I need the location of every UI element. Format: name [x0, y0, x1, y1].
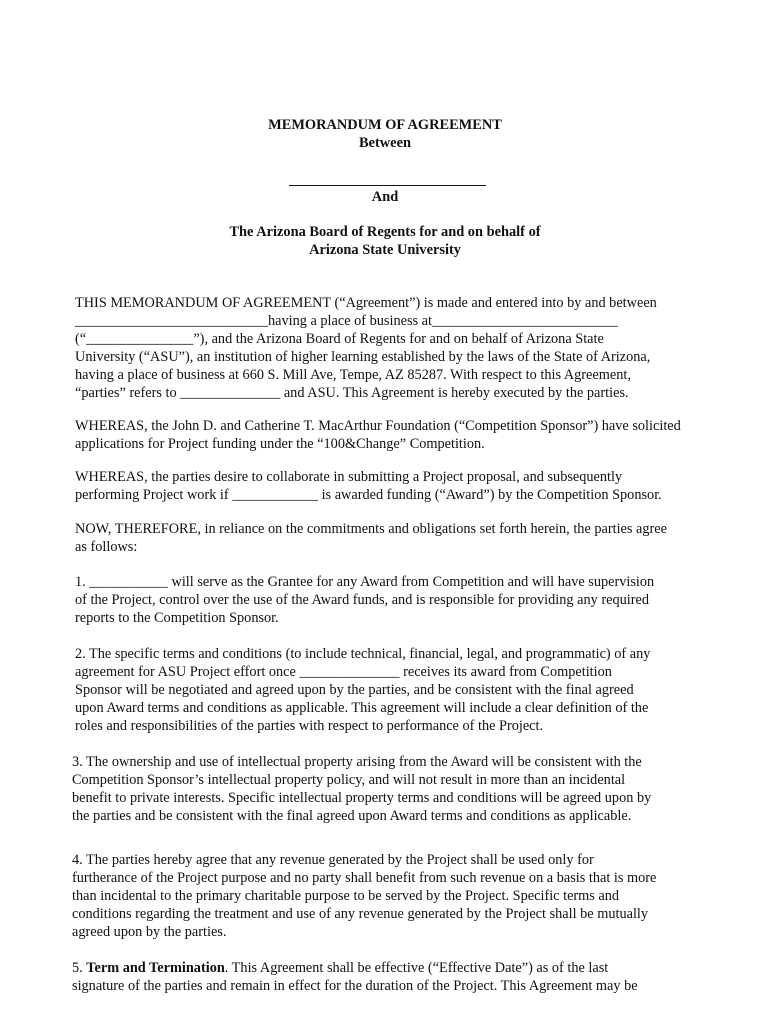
clause-3-line: the parties and be consistent with the final agreed upon Award terms and conditions as applicable.	[72, 808, 632, 825]
intro-line: University (“ASU”), an institution of higher learning established by the laws of the State of Arizona,	[75, 349, 651, 366]
intro-paragraph	[75, 294, 657, 403]
clause-2-line: 2. The specific terms and conditions (to include technical, financial, legal, and programmatic) of any	[75, 646, 651, 662]
intro-line: (“_______________”), and the Arizona Board of Regents for and on behalf of Arizona State	[75, 331, 604, 348]
now-therefore-line: NOW, THEREFORE, in reliance on the commitments and obligations set forth herein, the parties agree	[75, 521, 667, 537]
clause-4-line: 4. The parties hereby agree that any revenue generated by the Project shall be used only for	[72, 852, 594, 868]
whereas-sponsor-line: applications for Project funding under the “100&Change” Competition.	[75, 436, 485, 453]
document-title: MEMORANDUM OF AGREEMENT	[268, 117, 502, 133]
intro-line: having a place of business at 660 S. Mill Ave, Tempe, AZ 85287. With respect to this Agreement,	[75, 367, 631, 384]
clause-4-line: conditions regarding the treatment and use of any revenue generated by the Project shall be mutually	[72, 906, 649, 923]
whereas-collaborate-line: performing Project work if ____________ is awarded funding (“Award”) by the Competition Sponsor.	[75, 487, 662, 504]
intro-line: THIS MEMORANDUM OF AGREEMENT (“Agreement”) is made and entered into by and between	[75, 295, 657, 311]
clause-1-line: of the Project, control over the use of the Award funds, and is responsible for providing any required	[75, 592, 649, 609]
clause-2-line: roles and responsibilities of the parties with respect to performance of the Project.	[75, 718, 544, 735]
clause-3-line: 3. The ownership and use of intellectual property arising from the Award will be consistent with the	[72, 754, 642, 770]
clause-4-line: agreed upon by the parties.	[72, 924, 227, 941]
clause-2-paragraph	[75, 645, 650, 735]
clause-1-line: reports to the Competition Sponsor.	[75, 610, 279, 627]
clause-2-line: Sponsor will be negotiated and agreed upon by the parties, and be consistent with the final agreed	[75, 682, 634, 699]
clause-1-paragraph	[75, 573, 654, 627]
whereas-sponsor-paragraph	[75, 417, 681, 453]
intro-line: “parties” refers to ______________ and ASU. This Agreement is hereby executed by the parties.	[75, 385, 629, 402]
intro-line: ___________________________having a place of business at__________________________	[75, 313, 618, 330]
whereas-collaborate-paragraph	[75, 468, 662, 504]
clause-1-line: 1. ___________ will serve as the Grantee for any Award from Competition and will have supervision	[75, 574, 655, 590]
party-name-blank	[289, 185, 486, 186]
clause-3-line: Competition Sponsor’s intellectual property policy, and will not result in more than an incidental	[72, 772, 626, 789]
clause-5-line	[72, 959, 638, 977]
clause-2-line: agreement for ASU Project effort once ______________ receives its award from Competition	[75, 664, 612, 681]
party-name-line1: The Arizona Board of Regents for and on behalf of	[229, 224, 541, 240]
clause-3-line: benefit to private interests. Specific intellectual property terms and conditions will be agreed upon by	[72, 790, 652, 807]
clause-5-line: signature of the parties and remain in effect for the duration of the Project. This Agreement may be	[72, 978, 638, 995]
now-therefore-paragraph	[75, 520, 667, 556]
between-label: Between	[359, 135, 411, 151]
party-name-line2: Arizona State University	[309, 242, 461, 258]
clause-4-line: furtherance of the Project purpose and no party shall benefit from such revenue on a basis that is more	[72, 870, 657, 887]
clause-4-paragraph	[72, 851, 656, 941]
whereas-collaborate-line: WHEREAS, the parties desire to collaborate in submitting a Project proposal, and subsequently	[75, 469, 623, 485]
clause-3-paragraph	[72, 753, 651, 825]
whereas-sponsor-line: WHEREAS, the John D. and Catherine T. MacArthur Foundation (“Competition Sponsor”) have solicited	[75, 418, 681, 434]
now-therefore-line: as follows:	[75, 539, 138, 556]
and-label: And	[371, 189, 399, 205]
clause-4-line: than incidental to the primary charitable purpose to be served by the Project. Specific terms and	[72, 888, 620, 905]
clause-5-heading: Term and Termination	[86, 960, 225, 976]
clause-5-number: 5.	[72, 960, 87, 976]
clause-5-line-1-text: . This Agreement shall be effective (“Effective Date”) as of the last	[224, 960, 609, 976]
clause-2-line: upon Award terms and conditions as applicable. This agreement will include a clear definition of the	[75, 700, 649, 717]
clause-5-paragraph	[72, 959, 638, 995]
